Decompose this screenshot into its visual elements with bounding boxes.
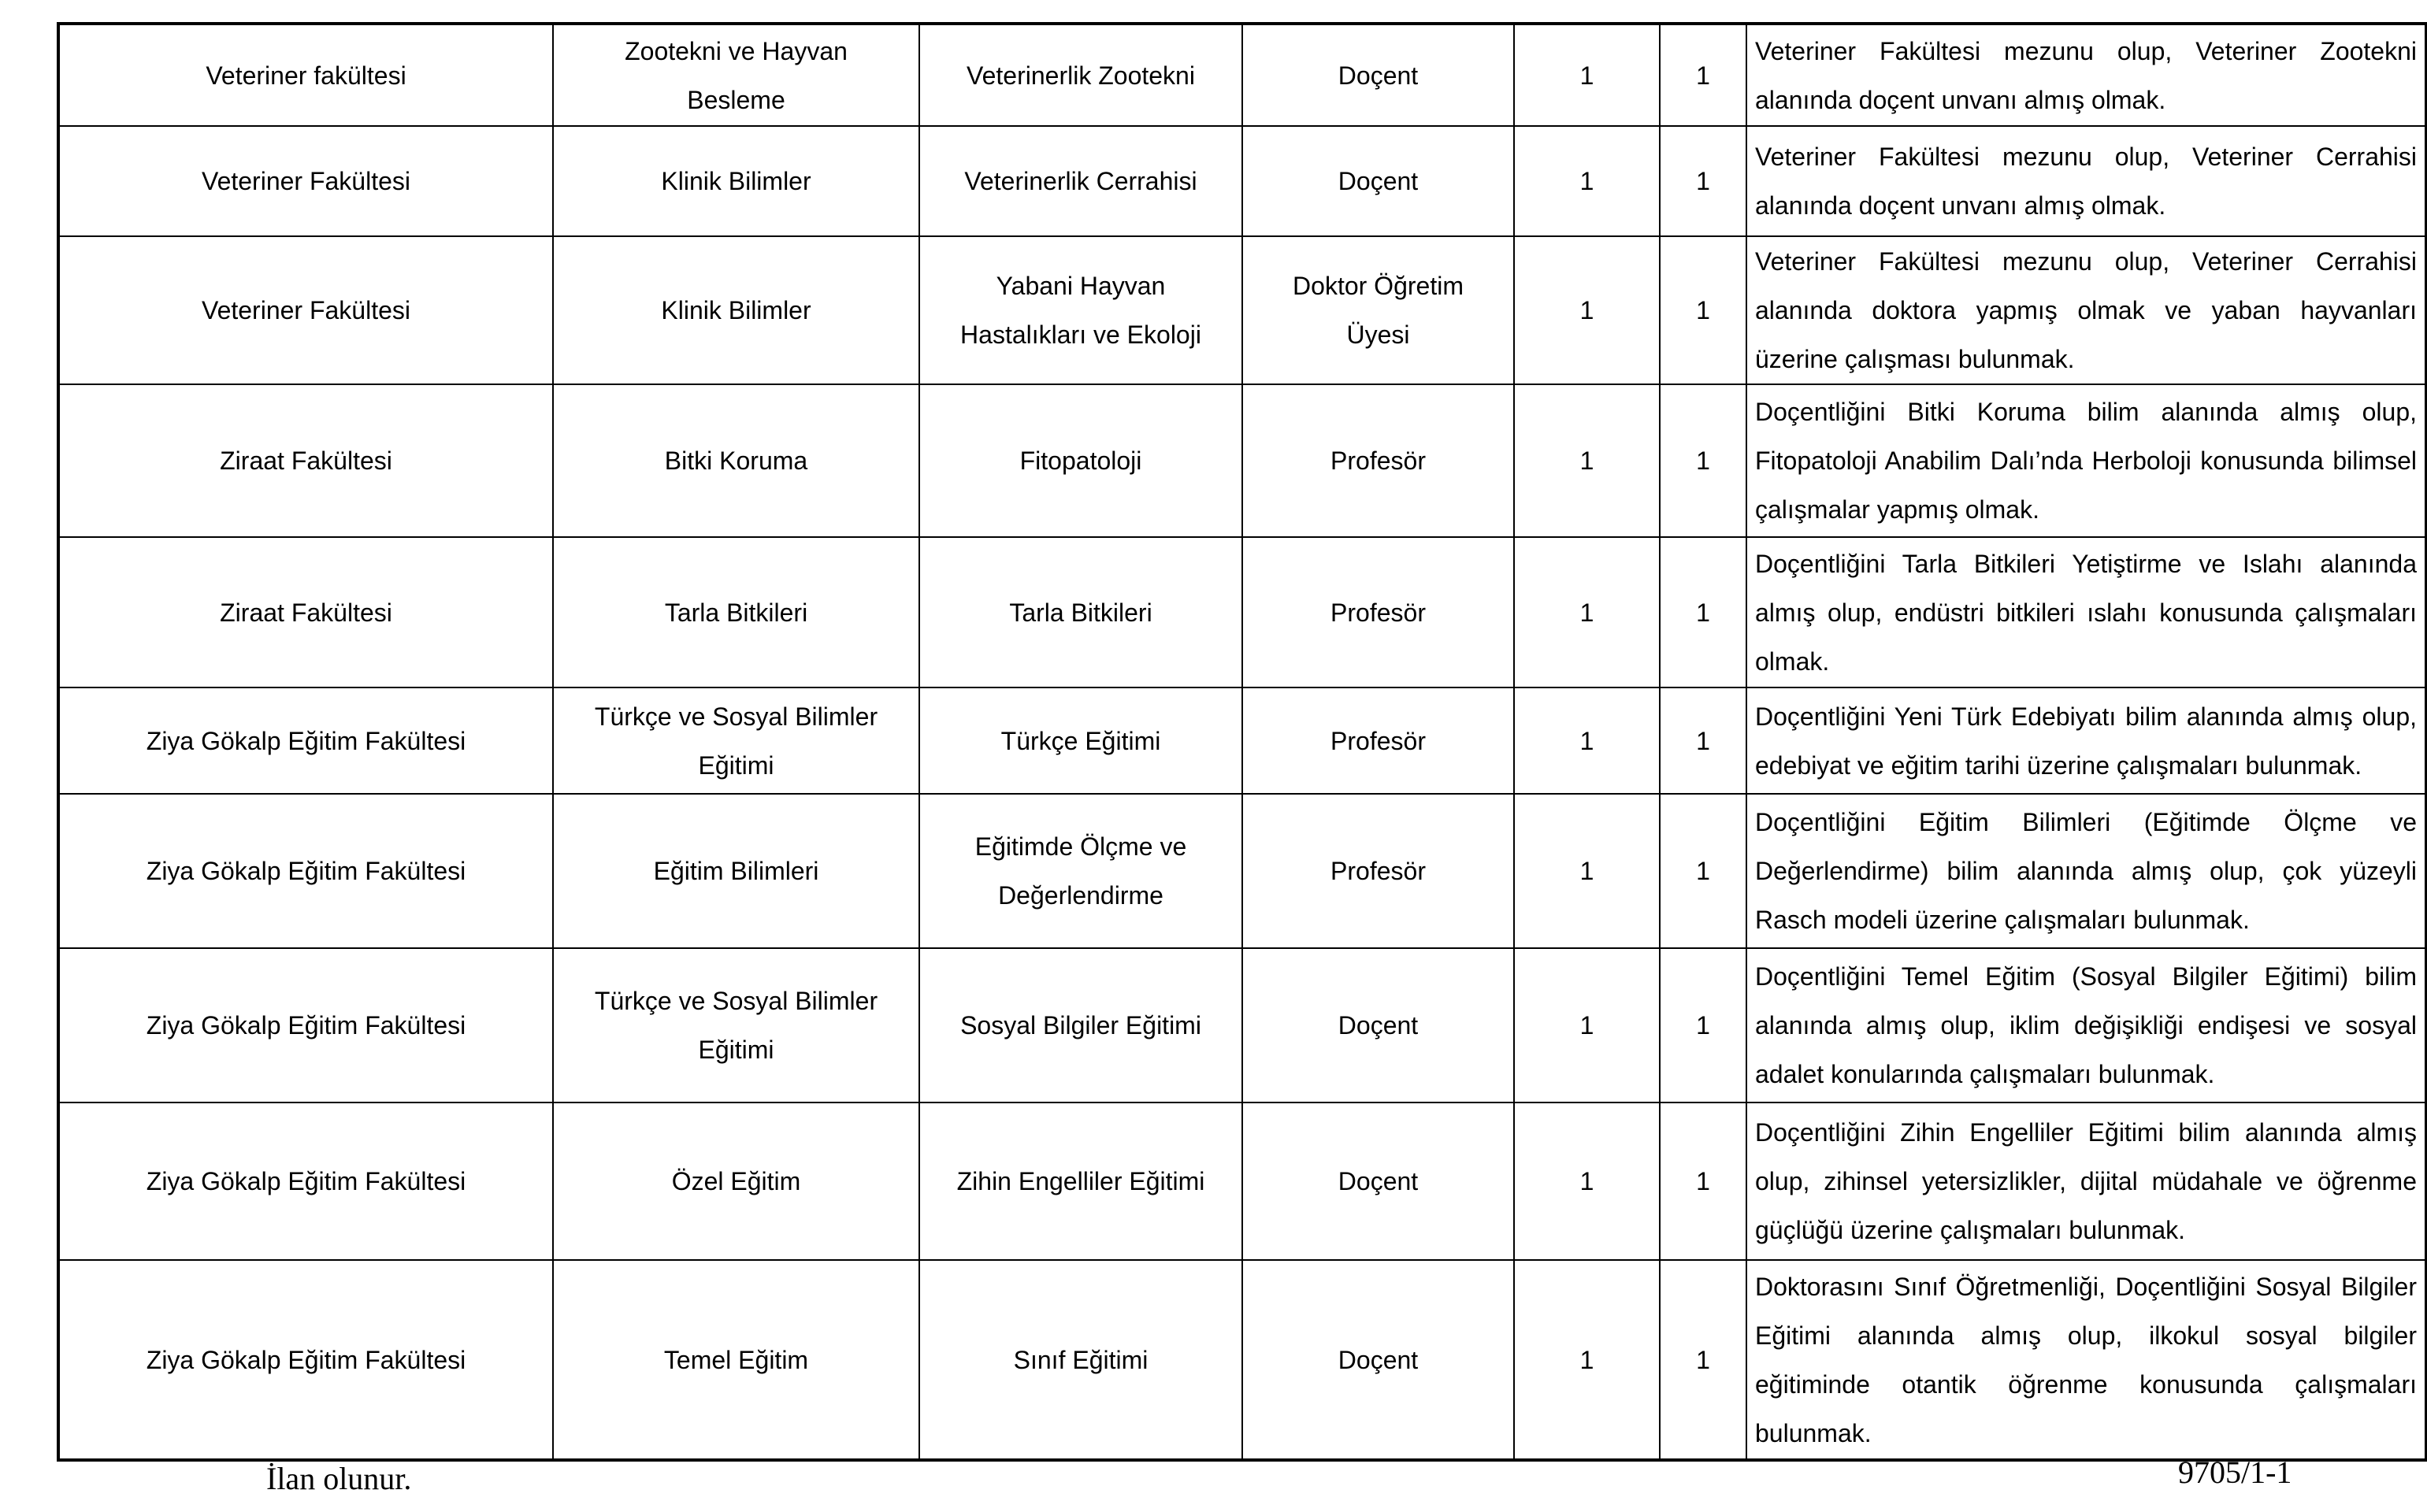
table-row — [58, 948, 2426, 1102]
cell-title: Doktor Öğretim Üyesi — [1242, 236, 1514, 384]
cell-faculty: Ziya Gökalp Eğitim Fakültesi — [58, 1102, 553, 1260]
cell-department: Temel Eğitim — [553, 1260, 919, 1460]
cell-count2: 1 — [1660, 236, 1746, 384]
cell-faculty: Veteriner Fakültesi — [58, 236, 553, 384]
cell-title: Doçent — [1242, 24, 1514, 126]
cell-program: Türkçe Eğitimi — [919, 687, 1242, 794]
cell-department: Türkçe ve Sosyal Bilimler Eğitimi — [553, 948, 919, 1102]
cell-count2: 1 — [1660, 537, 1746, 687]
cell-department: Özel Eğitim — [553, 1102, 919, 1260]
cell-count2: 1 — [1660, 126, 1746, 236]
cell-count2: 1 — [1660, 948, 1746, 1102]
cell-count2: 1 — [1660, 687, 1746, 794]
cell-count2: 1 — [1660, 384, 1746, 537]
cell-count1: 1 — [1514, 687, 1660, 794]
cell-description: Doçentliğini Bitki Koruma bilim alanında almış olup, Fitopatoloji Anabilim Dalı’nda Herboloji konusunda bilimsel çalışmalar yapmış olmak. — [1746, 384, 2426, 537]
cell-description: Veteriner Fakültesi mezunu olup, Veteriner Zootekni alanında doçent unvanı almış olmak. — [1746, 24, 2426, 126]
cell-count1: 1 — [1514, 537, 1660, 687]
cell-faculty: Ziraat Fakültesi — [58, 537, 553, 687]
cell-program: Eğitimde Ölçme ve Değerlendirme — [919, 794, 1242, 948]
cell-description: Doçentliğini Yeni Türk Edebiyatı bilim alanında almış olup, edebiyat ve eğitim tarihi üzerine çalışmaları bulunmak. — [1746, 687, 2426, 794]
cell-description: Veteriner Fakültesi mezunu olup, Veteriner Cerrahisi alanında doktora yapmış olmak ve yaban hayvanları üzerine çalışması bulunmak. — [1746, 236, 2426, 384]
cell-count1: 1 — [1514, 948, 1660, 1102]
table-row — [58, 126, 2426, 236]
cell-count2: 1 — [1660, 794, 1746, 948]
cell-count2: 1 — [1660, 1102, 1746, 1260]
cell-faculty: Veteriner Fakültesi — [58, 126, 553, 236]
footer-note: İlan olunur. — [266, 1461, 412, 1496]
cell-count1: 1 — [1514, 24, 1660, 126]
cell-title: Profesör — [1242, 537, 1514, 687]
cell-program: Zihin Engelliler Eğitimi — [919, 1102, 1242, 1260]
table-row — [58, 1102, 2426, 1260]
cell-count1: 1 — [1514, 236, 1660, 384]
cell-title: Profesör — [1242, 384, 1514, 537]
cell-description: Doçentliğini Tarla Bitkileri Yetiştirme ve Islahı alanında almış olup, endüstri bitkileri ıslahı konusunda çalışmaları olmak. — [1746, 537, 2426, 687]
cell-description: Doçentliğini Eğitim Bilimleri (Eğitimde Ölçme ve Değerlendirme) bilim alanında almış olup, çok yüzeyli Rasch modeli üzerine çalışmaları bulunmak. — [1746, 794, 2426, 948]
cell-program: Veterinerlik Zootekni — [919, 24, 1242, 126]
cell-count1: 1 — [1514, 794, 1660, 948]
cell-faculty: Ziraat Fakültesi — [58, 384, 553, 537]
cell-program: Fitopatoloji — [919, 384, 1242, 537]
cell-count2: 1 — [1660, 1260, 1746, 1460]
cell-faculty: Ziya Gökalp Eğitim Fakültesi — [58, 1260, 553, 1460]
cell-title: Doçent — [1242, 948, 1514, 1102]
table-row — [58, 236, 2426, 384]
announcement-number: 9705/1-1 — [2178, 1455, 2292, 1490]
cell-description: Doktorasını Sınıf Öğretmenliği, Doçentliğini Sosyal Bilgiler Eğitimi alanında almış olup, ilkokul sosyal bilgiler eğitiminde otantik öğrenme konusunda çalışmaları bulunmak. — [1746, 1260, 2426, 1460]
cell-description: Doçentliğini Temel Eğitim (Sosyal Bilgiler Eğitimi) bilim alanında almış olup, iklim değişikliği endişesi ve sosyal adalet konularında çalışmaları bulunmak. — [1746, 948, 2426, 1102]
table-row — [58, 1260, 2426, 1460]
cell-department: Bitki Koruma — [553, 384, 919, 537]
cell-count1: 1 — [1514, 384, 1660, 537]
cell-title: Doçent — [1242, 1260, 1514, 1460]
cell-description: Doçentliğini Zihin Engelliler Eğitimi bilim alanında almış olup, zihinsel yetersizlikler, dijital müdahale ve öğrenme güçlüğü üzerine çalışmaları bulunmak. — [1746, 1102, 2426, 1260]
cell-department: Türkçe ve Sosyal Bilimler Eğitimi — [553, 687, 919, 794]
table-row — [58, 794, 2426, 948]
cell-count2: 1 — [1660, 24, 1746, 126]
table-row — [58, 24, 2426, 126]
cell-faculty: Veteriner fakültesi — [58, 24, 553, 126]
table-row — [58, 537, 2426, 687]
cell-title: Doçent — [1242, 126, 1514, 236]
cell-department: Zootekni ve Hayvan Besleme — [553, 24, 919, 126]
cell-program: Veterinerlik Cerrahisi — [919, 126, 1242, 236]
cell-program: Tarla Bitkileri — [919, 537, 1242, 687]
academic-positions-table — [57, 22, 2427, 1462]
table-row — [58, 687, 2426, 794]
cell-title: Profesör — [1242, 687, 1514, 794]
table-row — [58, 384, 2426, 537]
cell-department: Eğitim Bilimleri — [553, 794, 919, 948]
cell-count1: 1 — [1514, 1102, 1660, 1260]
cell-department: Tarla Bitkileri — [553, 537, 919, 687]
cell-department: Klinik Bilimler — [553, 236, 919, 384]
cell-faculty: Ziya Gökalp Eğitim Fakültesi — [58, 687, 553, 794]
cell-description: Veteriner Fakültesi mezunu olup, Veteriner Cerrahisi alanında doçent unvanı almış olmak. — [1746, 126, 2426, 236]
cell-count1: 1 — [1514, 1260, 1660, 1460]
cell-faculty: Ziya Gökalp Eğitim Fakültesi — [58, 794, 553, 948]
cell-program: Yabani Hayvan Hastalıkları ve Ekoloji — [919, 236, 1242, 384]
cell-faculty: Ziya Gökalp Eğitim Fakültesi — [58, 948, 553, 1102]
cell-department: Klinik Bilimler — [553, 126, 919, 236]
cell-title: Doçent — [1242, 1102, 1514, 1260]
cell-program: Sınıf Eğitimi — [919, 1260, 1242, 1460]
cell-count1: 1 — [1514, 126, 1660, 236]
cell-program: Sosyal Bilgiler Eğitimi — [919, 948, 1242, 1102]
cell-title: Profesör — [1242, 794, 1514, 948]
